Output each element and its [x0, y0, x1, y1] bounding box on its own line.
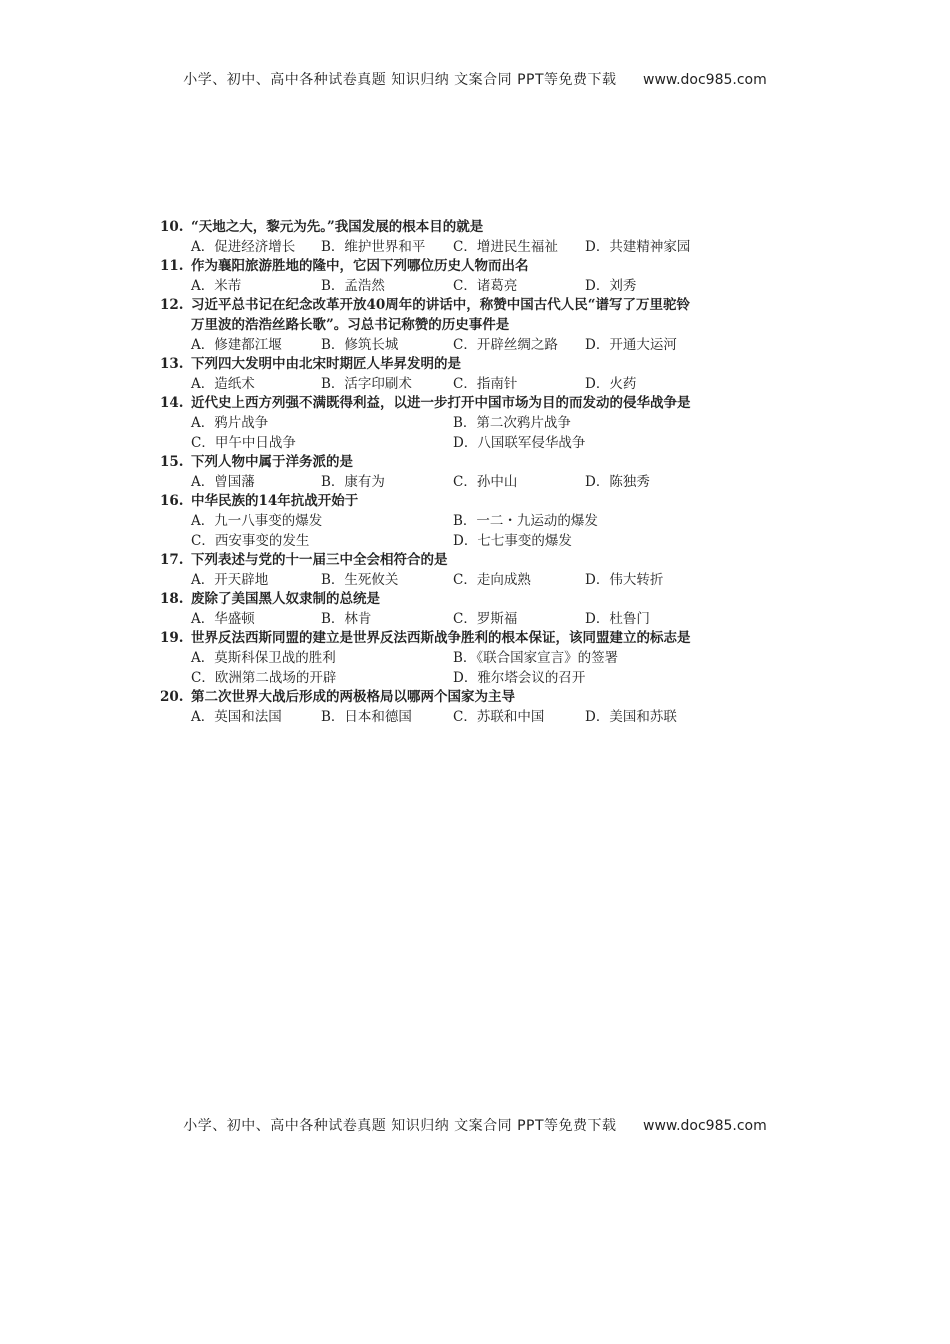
question-15 — [160, 453, 760, 473]
footer-text: 小学、初中、高中各种试卷真题 知识归纳 文案合同 PPT等免费下载 — [183, 1118, 617, 1134]
question-number: 16. — [160, 493, 184, 510]
question-14 — [160, 394, 760, 414]
exam-questions — [160, 218, 760, 727]
options-row — [160, 375, 760, 395]
question-number: 13. — [160, 356, 184, 373]
question-stem: 习近平总书记在纪念改革开放40周年的讲话中，称赞中国古代人民“谱写了万里驼铃 — [191, 297, 691, 314]
option-a: A．促进经济增长 — [191, 238, 296, 255]
question-number: 17. — [160, 552, 184, 569]
options-row — [160, 610, 760, 630]
question-number: 12. — [160, 297, 184, 314]
options-row — [160, 571, 760, 591]
option-a: A．英国和法国 — [191, 708, 282, 725]
option-c: C．西安事变的发生 — [191, 532, 310, 549]
option-c: C．罗斯福 — [453, 610, 518, 627]
header-url[interactable]: www.doc985.com — [643, 72, 767, 88]
question-13 — [160, 355, 760, 375]
question-stem: 下列表述与党的十一届三中全会相符合的是 — [191, 552, 448, 569]
option-a: A．莫斯科保卫战的胜利 — [191, 650, 336, 667]
option-c: C．甲午中日战争 — [191, 434, 296, 451]
options-row — [160, 473, 760, 493]
option-a: A．曾国藩 — [191, 473, 255, 490]
option-b: B．日本和德国 — [321, 708, 412, 725]
option-d: D．八国联军侵华战争 — [453, 434, 586, 451]
option-b: B．活字印刷术 — [321, 375, 412, 392]
option-a: A．修建都江堰 — [191, 336, 282, 353]
options-row — [160, 669, 760, 689]
question-number: 18. — [160, 591, 184, 608]
options-row — [160, 532, 760, 552]
question-stem: “天地之大，黎元为先。”我国发展的根本目的就是 — [191, 219, 484, 235]
option-b: B．《联合国家宣言》的签署 — [453, 650, 619, 667]
option-c: C．增进民生福祉 — [453, 238, 558, 255]
option-b: B．一二・九运动的爆发 — [453, 512, 598, 529]
question-20 — [160, 688, 760, 708]
option-a: A．华盛顿 — [191, 610, 255, 627]
option-a: A．九一八事变的爆发 — [191, 512, 323, 529]
option-a: A．造纸术 — [191, 375, 255, 392]
question-12 — [160, 296, 760, 316]
option-c: C．诸葛亮 — [453, 277, 518, 294]
page-header — [0, 69, 950, 89]
question-stem: 第二次世界大战后形成的两极格局以哪两个国家为主导 — [191, 689, 515, 706]
question-17 — [160, 551, 760, 571]
option-b: B．维护世界和平 — [321, 238, 426, 255]
question-number: 20. — [160, 689, 184, 706]
option-d: D．共建精神家园 — [585, 238, 691, 255]
footer-url[interactable]: www.doc985.com — [643, 1118, 767, 1134]
question-number: 14. — [160, 395, 184, 412]
options-row — [160, 238, 760, 258]
page-footer — [0, 1115, 950, 1135]
option-d: D．七七事变的爆发 — [453, 532, 572, 549]
option-b: B．康有为 — [321, 473, 385, 490]
question-16 — [160, 492, 760, 512]
question-18 — [160, 590, 760, 610]
question-stem: 废除了美国黑人奴隶制的总统是 — [191, 591, 380, 608]
question-10 — [160, 218, 760, 238]
question-number: 19. — [160, 630, 184, 647]
option-b: B．第二次鸦片战争 — [453, 414, 571, 431]
option-d: D．刘秀 — [585, 277, 637, 294]
option-d: D．陈独秀 — [585, 473, 650, 490]
options-row — [160, 434, 760, 454]
option-a: A．鸦片战争 — [191, 414, 269, 431]
option-c: C．苏联和中国 — [453, 708, 545, 725]
options-row — [160, 414, 760, 434]
question-number: 10. — [160, 219, 184, 235]
option-c: C．欧洲第二战场的开辟 — [191, 669, 337, 686]
question-stem-continued: 万里波的浩浩丝路长歌”。习总书记称赞的历史事件是 — [191, 316, 510, 333]
question-stem: 作为襄阳旅游胜地的隆中，它因下列哪位历史人物而出名 — [191, 258, 529, 275]
question-stem: 中华民族的14年抗战开始于 — [191, 493, 359, 510]
question-19 — [160, 629, 760, 649]
option-b: B．生死攸关 — [321, 571, 399, 588]
option-d: D．杜鲁门 — [585, 610, 650, 627]
question-stem: 世界反法西斯同盟的建立是世界反法西斯战争胜利的根本保证，该同盟建立的标志是 — [191, 630, 691, 647]
option-b: B．修筑长城 — [321, 336, 399, 353]
option-d: D．开通大运河 — [585, 336, 677, 353]
option-d: D．雅尔塔会议的召开 — [453, 669, 586, 686]
option-c: C．孙中山 — [453, 473, 518, 490]
question-stem: 近代史上西方列强不满既得利益，以进一步打开中国市场为目的而发动的侵华战争是 — [191, 395, 691, 412]
header-text: 小学、初中、高中各种试卷真题 知识归纳 文案合同 PPT等免费下载 — [183, 72, 617, 88]
options-row — [160, 708, 760, 728]
question-number: 15. — [160, 454, 184, 471]
question-11 — [160, 257, 760, 277]
options-row — [160, 277, 760, 297]
option-d: D．伟大转折 — [585, 571, 664, 588]
options-row — [160, 336, 760, 356]
question-number: 11. — [160, 258, 184, 275]
option-b: B．林肯 — [321, 610, 372, 627]
option-a: A．开天辟地 — [191, 571, 269, 588]
option-c: C．开辟丝绸之路 — [453, 336, 558, 353]
option-b: B．孟浩然 — [321, 277, 385, 294]
option-d: D．美国和苏联 — [585, 708, 677, 725]
option-a: A．米芾 — [191, 277, 242, 294]
question-stem: 下列人物中属于洋务派的是 — [191, 454, 353, 471]
option-c: C．走向成熟 — [453, 571, 531, 588]
options-row — [160, 512, 760, 532]
question-stem: 下列四大发明中由北宋时期匠人毕昇发明的是 — [191, 356, 461, 373]
options-row — [160, 649, 760, 669]
option-d: D．火药 — [585, 375, 637, 392]
option-c: C．指南针 — [453, 375, 518, 392]
